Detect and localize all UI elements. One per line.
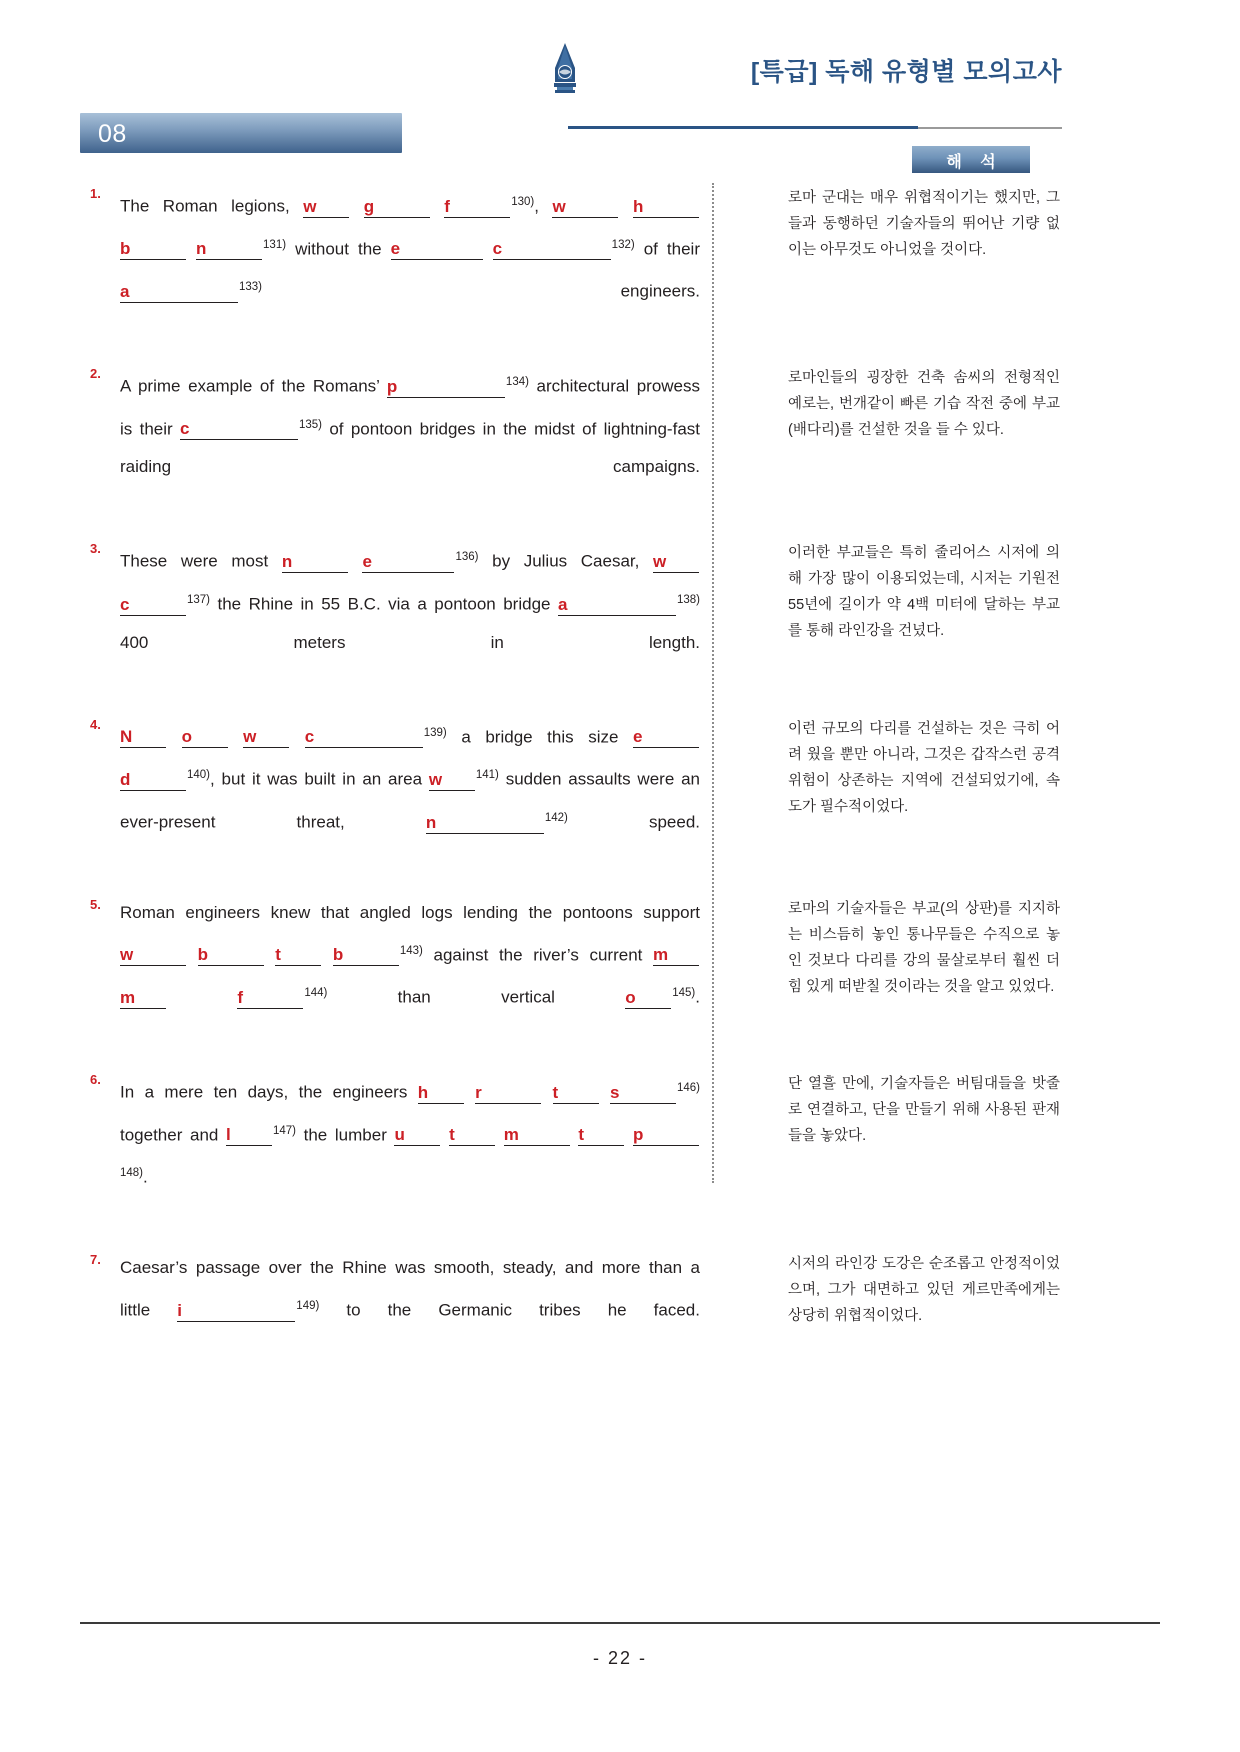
- korean-translation: 단 열흘 만에, 기술자들은 버팀대들을 밧줄로 연결하고, 단을 만들기 위해 사용된 판재들을 놓았다.: [788, 1075, 1060, 1144]
- sentence-fragment: Caesar’s passage over the Rhine was smooth, steady, and more than a little: [120, 1257, 700, 1320]
- answer-blank[interactable]: m: [120, 988, 166, 1009]
- footnote-marker: 131): [263, 238, 287, 251]
- answer-blank[interactable]: w: [120, 945, 186, 966]
- korean-translation: 시저의 라인강 도강은 순조롭고 안정적이었으며, 그가 대면하고 있던 게르만족에게는 상당히 위협적이었다.: [788, 1255, 1060, 1324]
- answer-blank[interactable]: m: [504, 1125, 570, 1146]
- question-text: [120, 183, 700, 349]
- answer-blank[interactable]: c: [305, 727, 423, 748]
- answer-blank[interactable]: l: [226, 1125, 272, 1146]
- footnote-marker: 145): [672, 987, 696, 1000]
- sentence-fragment: The Roman legions,: [120, 196, 304, 216]
- answer-blank[interactable]: n: [196, 239, 262, 260]
- footnote-marker: 134): [505, 375, 529, 388]
- footnote-marker: 140): [187, 769, 211, 782]
- sentence-fragment: [265, 945, 276, 964]
- sentence-fragment: [625, 1125, 633, 1144]
- question-text: [120, 363, 700, 524]
- answer-blank[interactable]: w: [429, 770, 475, 791]
- sentence-fragment: a bridge this size: [446, 727, 633, 747]
- question-number: 5.: [90, 896, 101, 912]
- korean-translation: 로마 군대는 매우 위협적이기는 했지만, 그들과 동행하던 기술자들의 뛰어난 기량 없이는 아무것도 아니었을 것이다.: [788, 190, 1060, 258]
- sentence-fragment: the Rhine in 55 B.C. via a pontoon bridge: [210, 594, 558, 614]
- answer-blank[interactable]: c: [493, 239, 611, 260]
- sentence-fragment: without the: [286, 239, 391, 259]
- question-sentence: [80, 1069, 700, 1235]
- korean-translation: 로마인들의 굉장한 건축 솜씨의 전형적인 예로는, 번개같이 빠른 기습 작전 중에 부교(배다리)를 건설한 것을 들 수 있다.: [788, 369, 1060, 438]
- sentence-fragment: , but it was built in an area: [210, 769, 429, 789]
- answer-blank[interactable]: r: [475, 1083, 541, 1104]
- sentence-fragment: [187, 239, 196, 258]
- answer-blank[interactable]: d: [120, 770, 186, 791]
- footnote-marker: 149): [296, 1299, 320, 1312]
- header-rule-secondary: [918, 127, 1062, 129]
- footnote-marker: 141): [475, 769, 499, 782]
- sentence-fragment: [571, 1125, 579, 1144]
- question-number: 3.: [90, 541, 101, 557]
- footer-rule: [80, 1622, 1160, 1624]
- sentence-fragment: [167, 988, 237, 1007]
- sentence-fragment: [322, 945, 333, 964]
- footnote-marker: 132): [611, 238, 635, 251]
- sentence-fragment: [290, 727, 305, 746]
- sentence-fragment: of pontoon bridges in the midst of lightning-fast raiding campaigns.: [120, 419, 700, 477]
- answer-blank[interactable]: c: [180, 419, 298, 440]
- question-sentence: [80, 183, 700, 349]
- answer-blank[interactable]: a: [558, 595, 676, 616]
- question-row: [80, 363, 1160, 524]
- answer-blank[interactable]: n: [282, 552, 348, 573]
- question-row: [80, 894, 1160, 1055]
- sentence-fragment: against the river’s current: [422, 945, 653, 965]
- section-number-box: [80, 113, 402, 153]
- answer-blank[interactable]: e: [362, 552, 454, 573]
- sentence-fragment: speed.: [567, 812, 700, 832]
- sentence-fragment: [167, 727, 182, 746]
- sentence-fragment: 400 meters in length.: [120, 632, 700, 652]
- sentence-fragment: In a mere ten days, the engineers: [120, 1082, 418, 1102]
- sentence-fragment: [619, 197, 633, 216]
- sentence-fragment: .: [695, 987, 700, 1007]
- answer-blank[interactable]: w: [552, 197, 618, 218]
- question-number: 7.: [90, 1251, 101, 1267]
- answer-blank[interactable]: e: [633, 727, 699, 748]
- sentence-fragment: of their: [634, 239, 700, 259]
- answer-blank[interactable]: g: [364, 197, 430, 218]
- sentence-fragment: [349, 552, 363, 571]
- sentence-fragment: [441, 1125, 449, 1144]
- answer-blank[interactable]: m: [653, 945, 699, 966]
- answer-blank[interactable]: t: [275, 945, 321, 966]
- question-sentence: [80, 894, 700, 1055]
- korean-translation: 로마의 기술자들은 부교(의 상판)를 지지하는 비스듬히 놓인 통나무들은 수직으로 놓인 것보다 다리를 강의 물살로부터 훨씬 더 힘 있게 떠받칠 것이라는 것을 알고 있었다.: [788, 900, 1060, 995]
- answer-blank[interactable]: o: [625, 988, 671, 1009]
- answer-blank[interactable]: w: [243, 727, 289, 748]
- footnote-marker: 143): [399, 944, 423, 957]
- footnote-marker: 146): [676, 1081, 700, 1094]
- sentence-fragment: the lumber: [296, 1125, 395, 1145]
- answer-blank[interactable]: N: [120, 727, 166, 748]
- sentence-fragment: by Julius Caesar,: [478, 551, 653, 571]
- question-row: [80, 714, 1160, 880]
- answer-blank[interactable]: b: [333, 945, 399, 966]
- footnote-marker: 142): [544, 811, 568, 824]
- answer-blank[interactable]: e: [391, 239, 483, 260]
- question-text: [120, 1249, 700, 1368]
- footnote-marker: 139): [423, 726, 447, 739]
- page-header: [0, 40, 1240, 102]
- answer-blank[interactable]: f: [237, 988, 303, 1009]
- question-sentence: [80, 363, 700, 524]
- question-row: [80, 538, 1160, 699]
- answer-blank[interactable]: p: [633, 1125, 699, 1146]
- question-sentence: [80, 1249, 700, 1368]
- question-text: [120, 1069, 700, 1235]
- answer-blank[interactable]: a: [120, 282, 238, 303]
- footnote-marker: 147): [272, 1124, 297, 1137]
- footnote-marker: 137): [187, 593, 211, 606]
- question-row: [80, 1069, 1160, 1235]
- answer-blank[interactable]: f: [444, 197, 510, 218]
- sentence-fragment: [431, 197, 445, 216]
- question-list: [80, 183, 1160, 1382]
- answer-blank[interactable]: t: [553, 1083, 599, 1104]
- sentence-fragment: These were most: [120, 551, 282, 571]
- answer-blank[interactable]: h: [633, 197, 699, 218]
- korean-translation: 이런 규모의 다리를 건설하는 것은 극히 어려 웠을 뿐만 아니라, 그것은 갑작스런 공격 위험이 상존하는 지역에 건설되었기에, 속도가 필수적이었다.: [788, 720, 1060, 815]
- sentence-fragment: [600, 1083, 610, 1102]
- footnote-marker: 135): [298, 418, 323, 431]
- answer-blank[interactable]: w: [653, 552, 699, 573]
- answer-blank[interactable]: i: [177, 1301, 295, 1322]
- sentence-fragment: [484, 239, 493, 258]
- fountain-pen-nib-icon: [548, 42, 582, 98]
- answer-blank[interactable]: t: [449, 1125, 495, 1146]
- page-title: [특급] 독해 유형별 모의고사: [750, 58, 1062, 86]
- answer-blank[interactable]: p: [387, 377, 505, 398]
- sentence-fragment: ,: [534, 196, 553, 216]
- sentence-fragment: together and: [120, 1125, 226, 1145]
- answer-blank[interactable]: b: [198, 945, 264, 966]
- answer-blank[interactable]: o: [182, 727, 228, 748]
- question-text: [120, 538, 700, 699]
- question-number: 4.: [90, 716, 101, 732]
- question-row: [80, 1249, 1160, 1368]
- answer-blank[interactable]: h: [418, 1083, 464, 1104]
- answer-blank[interactable]: s: [610, 1083, 676, 1104]
- footnote-marker: 138): [676, 593, 700, 606]
- sentence-fragment: [496, 1125, 504, 1144]
- sentence-fragment: sudden assaults were an ever-present threat,: [120, 769, 700, 832]
- sentence-fragment: [465, 1083, 475, 1102]
- translation-header-label: 해 석: [946, 154, 1003, 171]
- sentence-fragment: architectural prowess is their: [120, 376, 701, 439]
- question-text: [120, 894, 700, 1055]
- translation-column-header: [912, 146, 1030, 173]
- sentence-fragment: to the Germanic tribes he faced.: [319, 1300, 700, 1320]
- question-number: 1.: [90, 186, 101, 201]
- question-text: [120, 714, 700, 880]
- footnote-marker: 144): [304, 987, 328, 1000]
- answer-blank[interactable]: t: [578, 1125, 624, 1146]
- answer-blank[interactable]: b: [120, 239, 186, 260]
- question-row: [80, 183, 1160, 349]
- footnote-marker: 130): [511, 196, 535, 208]
- answer-blank[interactable]: w: [303, 197, 349, 218]
- korean-translation: 이러한 부교들은 특히 줄리어스 시저에 의해 가장 많이 이용되었는데, 시저는 기원전 55년에 길이가 약 4백 미터에 달하는 부교를 통해 라인강을 건넜다.: [788, 545, 1060, 640]
- answer-blank[interactable]: n: [426, 813, 544, 834]
- question-sentence: [80, 538, 700, 699]
- answer-blank[interactable]: c: [120, 595, 186, 616]
- footnote-marker: 133): [239, 281, 263, 294]
- question-number: 6.: [90, 1071, 101, 1087]
- sentence-fragment: than vertical: [327, 987, 626, 1007]
- footnote-marker: 148): [120, 1167, 144, 1180]
- page-number: - 22 -: [592, 1648, 647, 1668]
- sentence-fragment: Roman engineers knew that angled logs lending the pontoons support: [120, 902, 700, 922]
- footnote-marker: 136): [455, 551, 479, 564]
- header-rule-primary: [568, 126, 918, 129]
- question-sentence: [80, 714, 700, 880]
- sentence-fragment: [187, 945, 198, 964]
- sentence-fragment: engineers.: [262, 281, 700, 301]
- sentence-fragment: A prime example of the Romans’: [120, 376, 387, 396]
- sentence-fragment: [229, 727, 244, 746]
- section-number-label: 08: [98, 120, 127, 148]
- sentence-fragment: .: [143, 1167, 148, 1187]
- sentence-fragment: [542, 1083, 552, 1102]
- answer-blank[interactable]: u: [394, 1125, 440, 1146]
- question-number: 2.: [90, 365, 101, 381]
- sentence-fragment: [350, 197, 364, 216]
